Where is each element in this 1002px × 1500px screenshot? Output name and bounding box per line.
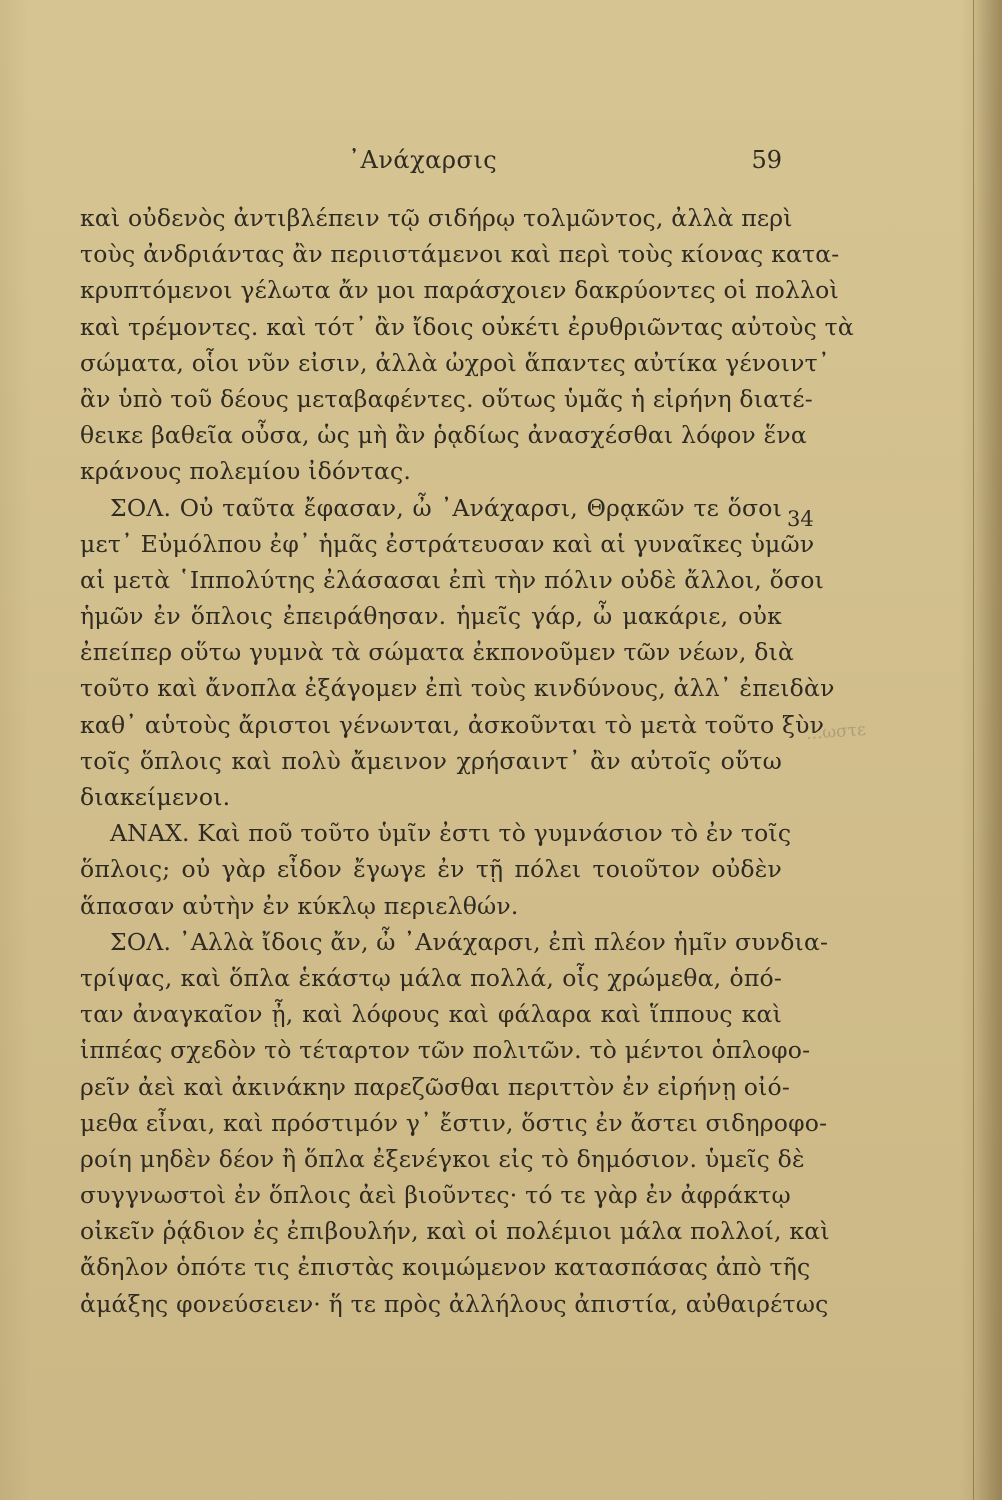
text-line: θεικε βαθεῖα οὖσα, ὡς μὴ ἂν ῥᾳδίως ἀνασχέσθαι λόφον ἕνα <box>80 421 807 450</box>
text-line: μετ᾿ Εὐμόλπου ἐφ᾿ ἡμᾶς ἐστράτευσαν καὶ αἱ γυναῖκες ὑμῶν <box>80 529 815 558</box>
text-line: ρεῖν ἀεὶ καὶ ἀκινάκην παρεζῶσθαι περιττὸν ἐν εἰρήνῃ οἰό- <box>80 1072 791 1101</box>
section-number: 34 <box>787 507 814 531</box>
text-line: καὶ τρέμοντες. καὶ τότ᾿ ἂν ἴδοις οὐκέτι ἐρυθριῶντας αὐτοὺς τὰ <box>80 312 854 341</box>
text-line: ἁμάξης φονεύσειεν· ἥ τε πρὸς ἀλλήλους ἀπιστία, αὐθαιρέτως <box>80 1289 829 1318</box>
text-line: συγγνωστοὶ ἐν ὅπλοις ἀεὶ βιοῦντες· τό τε γὰρ ἐν ἀφράκτῳ <box>80 1181 791 1210</box>
text-line: ὅπλοις; οὐ γὰρ εἶδον ἔγωγε ἐν τῇ πόλει τοιοῦτον οὐδὲν <box>80 855 782 884</box>
text-line: ΣΟΛ. ᾿Αλλὰ ἴδοις ἄν, ὦ ᾿Ανάχαρσι, ἐπὶ πλέον ἡμῖν συνδια- <box>110 927 829 956</box>
text-line: κρυπτόμενοι γέλωτα ἄν μοι παράσχοιεν δακρύοντες οἱ πολλοὶ <box>80 276 839 305</box>
running-title: ᾿Ανάχαρσις <box>348 146 498 174</box>
text-line: ταν ἀναγκαῖον ᾖ, καὶ λόφους καὶ φάλαρα καὶ ἵππους καὶ <box>80 1000 782 1029</box>
text-line: ἐπείπερ οὕτω γυμνὰ τὰ σώματα ἐκπονοῦμεν τῶν νέων, διὰ <box>80 638 795 667</box>
text-line: καθ᾿ αὑτοὺς ἄριστοι γένωνται, ἀσκοῦνται τὸ μετὰ τοῦτο ξὺν <box>80 710 825 739</box>
text-line: αἱ μετὰ ῾Ιππολύτης ἐλάσασαι ἐπὶ τὴν πόλιν οὐδὲ ἄλλοι, ὅσοι <box>80 565 824 594</box>
text-line: ἂν ὑπὸ τοῦ δέους μεταβαφέντες. οὕτως ὑμᾶς ἡ εἰρήνη διατέ- <box>80 384 813 413</box>
text-line: κράνους πολεμίου ἰδόντας. <box>80 457 412 486</box>
page-number: 59 <box>751 146 782 174</box>
text-line: διακείμενοι. <box>80 783 231 811</box>
text-line: καὶ οὐδενὸς ἀντιβλέπειν τῷ σιδήρῳ τολμῶντος, ἀλλὰ περὶ <box>80 204 793 232</box>
text-line: σώματα, οἷοι νῦν εἰσιν, ἀλλὰ ὠχροὶ ἅπαντες αὐτίκα γένοιντ᾿ <box>80 348 830 377</box>
text-line: τρίψας, καὶ ὅπλα ἑκάστῳ μάλα πολλά, οἷς χρώμεθα, ὁπό- <box>80 963 782 992</box>
margin-pencil-note: ...ωστε <box>805 719 867 745</box>
text-line: τοῦτο καὶ ἄνοπλα ἐξάγομεν ἐπὶ τοὺς κινδύνους, ἀλλ᾿ ἐπειδὰν <box>80 674 835 703</box>
text-line: ἅπασαν αὐτὴν ἐν κύκλῳ περιελθών. <box>80 891 519 920</box>
text-line: ροίη μηδὲν δέον ἢ ὅπλα ἐξενέγκοι εἰς τὸ δημόσιον. ὑμεῖς δὲ <box>80 1144 805 1173</box>
text-line: ἡμῶν ἐν ὅπλοις ἐπειράθησαν. ἡμεῖς γάρ, ὦ μακάριε, οὐκ <box>80 602 782 631</box>
page-edge-shadow <box>973 0 1002 1500</box>
text-line: τοῖς ὅπλοις καὶ πολὺ ἄμεινον χρήσαιντ᾿ ἂν αὐτοῖς οὕτω <box>80 746 782 775</box>
text-line: ἄδηλον ὁπότε τις ἐπιστὰς κοιμώμενον κατασπάσας ἀπὸ τῆς <box>80 1253 811 1282</box>
page-header <box>80 146 782 180</box>
text-line: τοὺς ἀνδριάντας ἂν περιιστάμενοι καὶ περὶ τοὺς κίονας κατα- <box>80 240 840 269</box>
text-line: ΣΟΛ. Οὐ ταῦτα ἔφασαν, ὦ ᾿Ανάχαρσι, Θρᾳκῶν τε ὅσοι <box>110 493 782 522</box>
text-line: μεθα εἶναι, καὶ πρόστιμόν γ᾿ ἔστιν, ὅστις ἐν ἄστει σιδηροφο- <box>80 1108 828 1137</box>
text-line: οἰκεῖν ῥᾴδιον ἐς ἐπιβουλήν, καὶ οἱ πολέμιοι μάλα πολλοί, καὶ <box>80 1217 830 1246</box>
text-line: ΑΝΑΧ. Καὶ ποῦ τοῦτο ὑμῖν ἐστι τὸ γυμνάσιον τὸ ἐν τοῖς <box>110 819 792 848</box>
text-line: ἱππέας σχεδὸν τὸ τέταρτον τῶν πολιτῶν. τὸ μέντοι ὁπλοφο- <box>80 1036 811 1065</box>
